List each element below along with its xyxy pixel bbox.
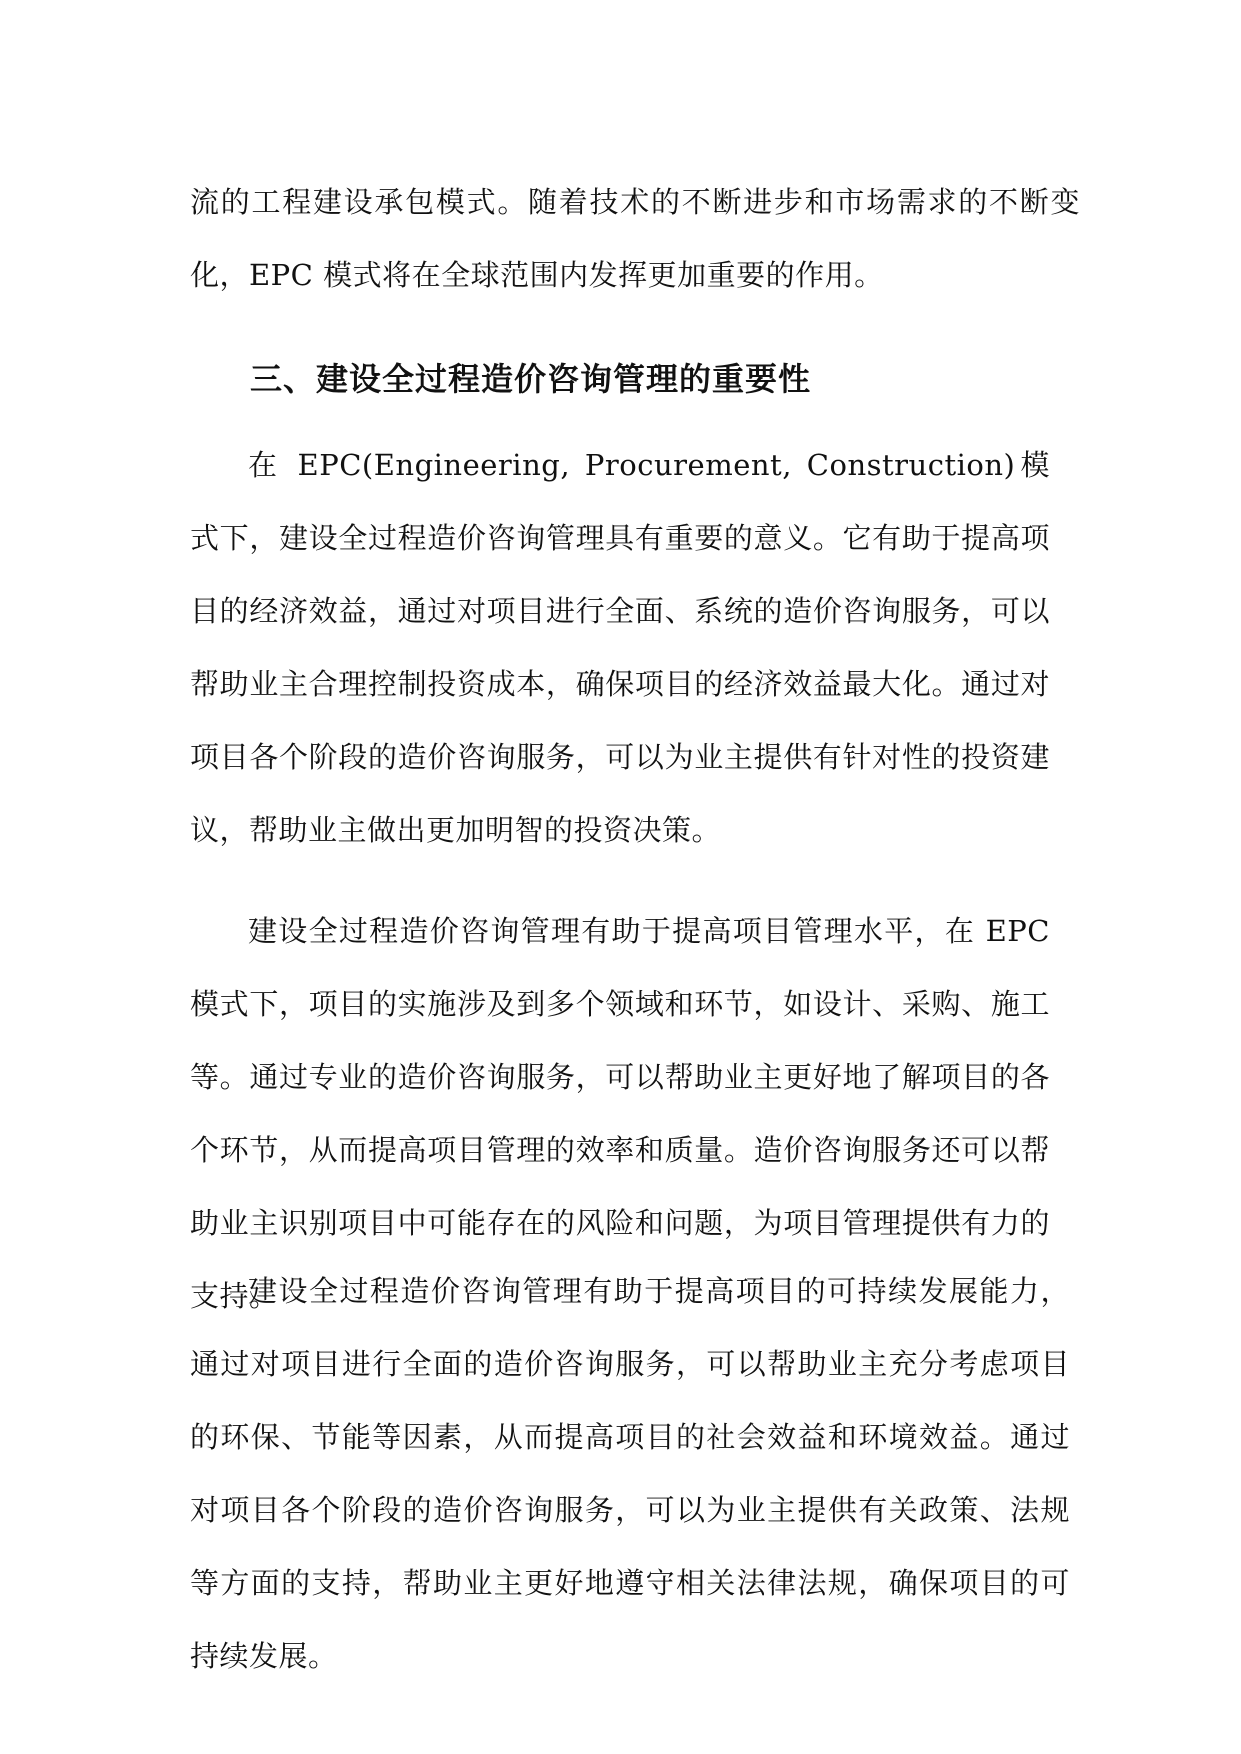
paragraph-continuation: 流的工程建设承包模式。随着技术的不断进步和市场需求的不断变化，EPC 模式将在全球范围内发挥更加重要的作用。: [190, 185, 1080, 292]
paragraph-economic-benefit: 在 EPC(Engineering, Procurement, Construction)模式下，建设全过程造价咨询管理具有重要的意义。它有助于提高项目的经济效益，通过对项目进行全面、系统的造价咨询服务，可以帮助业主合理控制投资成本，确保项目的经济效益最大化。通过对项目各个阶段的造价咨询服务，可以为业主提供有针对性的投资建议，帮助业主做出更加明智的投资决策。: [190, 448, 1050, 847]
paragraph-management-level: 建设全过程造价咨询管理有助于提高项目管理水平，在 EPC 模式下，项目的实施涉及到多个领域和环节，如设计、采购、施工等。通过专业的造价咨询服务，可以帮助业主更好地了解项目的各个环节，从而提高项目管理的效率和质量。造价咨询服务还可以帮助业主识别项目中可能存在的风险和问题，为项目管理提供有力的支持。: [190, 914, 1050, 1313]
paragraph-sustainability: 建设全过程造价咨询管理有助于提高项目的可持续发展能力，通过对项目进行全面的造价咨询服务，可以帮助业主充分考虑项目的环保、节能等因素，从而提高项目的社会效益和环境效益。通过对项目各个阶段的造价咨询服务，可以为业主提供有关政策、法规等方面的支持，帮助业主更好地遵守相关法律法规，确保项目的可持续发展。: [190, 1274, 1070, 1673]
section-heading: 三、建设全过程造价咨询管理的重要性: [250, 359, 812, 398]
